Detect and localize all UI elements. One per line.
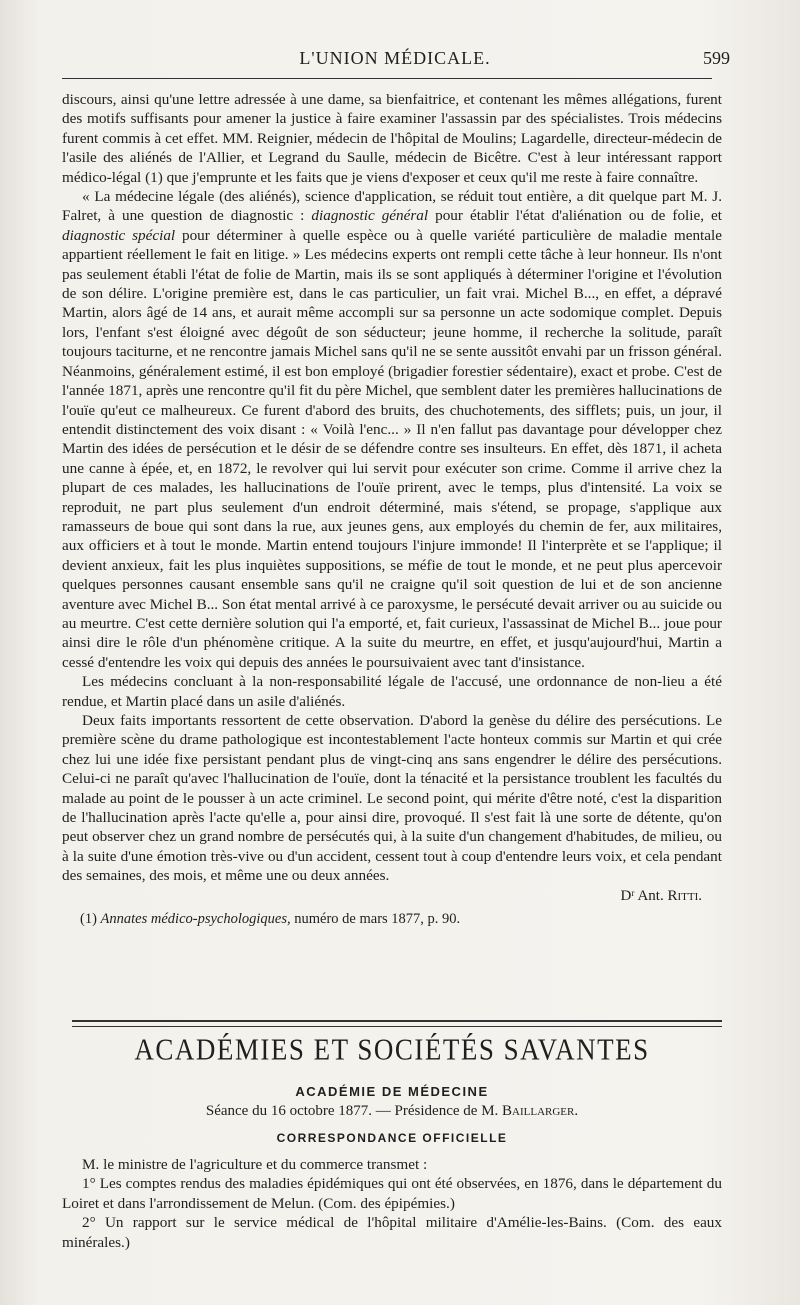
section-title: ACADÉMIES ET SOCIÉTÉS SAVANTES — [134, 1031, 650, 1067]
session-date: Séance du 16 octobre 1877. — Présidence de M. — [205, 1103, 503, 1119]
running-title: L'UNION MÉDICALE. — [299, 48, 491, 68]
subheading: CORRESPONDANCE OFFICIELLE — [276, 1131, 508, 1145]
paragraph: 2° Un rapport sur le service médical de l'hôpital militaire d'Amélie-les-Bains. (Com. des eaux minérales.) — [62, 1214, 722, 1251]
page-number: 599 — [703, 48, 730, 68]
session-line — [62, 1103, 722, 1120]
article-body — [62, 90, 722, 929]
signature-name: Ritti. — [667, 887, 702, 904]
footnote-text: numéro de mars 1877, p. 90. — [290, 911, 461, 928]
footnote-marker: (1) — [80, 911, 101, 928]
text-run: pour déterminer à quelle espèce ou à quelle variété particulière de maladie mentale appartient réellement le fait en litige. » Les médecins experts ont rempli cette tâche à leur honneur. Ils n'ont pas seulement établi l'état de folie de Martin, mais ils se sont appliqués à déterminer l'origine et l'évolution de son délire. L'origine première est, dans le cas particulier, un fait vrai. Michel B..., en effet, a dépravé Martin, alors âgé de 14 ans, et aurait même accompli sur sa personne un acte sodomique complet. Depuis lors, l'enfant s'est éloigné avec dégoût de son séducteur; jeune homme, il recherche la solitude, paraît toujours taciturne, et ne rencontre jamais Michel sans qu'il ne se sente aussitôt envahi par un frisson général. Néanmoins, généralement estimé, il est bon employé (brigadier forestier sédentaire), exact et probe. C'est de l'année 1871, après une rencontre qu'il fit du père Michel, que semblent dater les premières hallucinations de l'ouïe qu'eut ce malheureux. Ce furent d'abord des bruits, des chuchotements, des sifflets; puis, un jour, il entendit distinctement des voix disant : « Voilà l'enc... » Il n'en fallut pas davantage pour développer chez Martin des idées de persécution et le désir de se défendre contre ses insulteurs. En effet, dès 1871, il acheta une canne à épée, et, en 1872, le revolver qui lui servit pour exécuter son crime. Comme il arrive chez la plupart de ces malades, les hallucinations de l'ouïe prirent, avec le temps, plus d'intensité. La voix se reproduit, ne part plus seulement d'un endroit déterminé, mais s'étend, se propage, s'applique aux ramasseurs de boue qui sont dans la rue, aux jeunes gens, aux employés du chemin de fer, aux militaires, aux officiers et à tout le monde. Martin entend toujours l'injure immonde! Il l'interprète et se l'applique; il devient anxieux, fait les plus inquiètes suppositions, se méfie de tout le monde, et ne peut plus apercevoir quelques personnes causant ensemble sans qu'il ne craigne qu'il soit question de lui et de son ancienne aventure avec Michel B... Son état mental arrivé à ce paroxysme, le persécuté devait arriver ou au suicide ou au meurtre. C'est cette dernière solution qui l'a emporté, et, fait curieux, l'assassinat de Michel B... joue pour ainsi dire le rôle d'un phénomène critique. A la suite du meurtre, en effet, et jusqu'aujourd'hui, Martin a cessé d'entendre les voix qui depuis des années le poursuivaient avec tant d'insistance. — [62, 226, 722, 671]
paragraph: 1° Les comptes rendus des maladies épidémiques qui ont été observées, en 1876, dans le département du Loiret et dans l'arrondissement de Melun. (Com. des épipémies.) — [62, 1175, 722, 1212]
italic-term: diagnostic spécial — [62, 226, 176, 244]
section-divider — [72, 1020, 722, 1027]
text-run: « La médecine légale (des aliénés), science d'application, se réduit tout entière, a dit quelque part M. J. Falret, à une question de diagnostic : — [62, 188, 722, 225]
footnote — [80, 910, 722, 929]
correspondence-body — [62, 1155, 722, 1252]
paragraph: Les médecins concluant à la non-responsabilité légale de l'accusé, une ordonnance de non-lieu a été rendue, et Martin placé dans un asile d'aliénés. — [62, 673, 722, 710]
author-signature — [62, 887, 702, 906]
paragraph — [62, 187, 722, 672]
text-run: pour établir l'état d'aliénation ou de folie, et — [428, 207, 722, 225]
header-rule — [62, 78, 712, 79]
italic-term: diagnostic général — [311, 207, 429, 225]
signature-prefix: Dʳ Ant. — [620, 887, 668, 904]
paragraph: Deux faits importants ressortent de cette observation. D'abord la genèse du délire des persécutions. Le première scène du drame pathologique est incontestablement l'acte honteux commis sur Martin et qui crée chez lui une idée fixe persistant pendant plus de vingt-cinq ans sans engendrer le délire des persécutions. Celui-ci ne paraît qu'avec l'hallucination de l'ouïe, dont la ténacité et la persistance troublent les facultés du malade au point de le pousser à un acte criminel. Le second point, qui mérite d'être noté, c'est la disparition de l'hallucination après l'acte qu'elle a, pour ainsi dire, provoqué. Il s'est fait là une sorte de détente, qu'on peut observer chez un grand nombre de persécutés qui, à la suite d'un changement d'habitudes, de milieu, ou à la suite d'une émotion très-vive ou d'un accident, cessent tout à coup d'entendre leurs voix, et cela pendant des semaines, des mois, et même une ou deux années. — [62, 712, 722, 885]
page-header — [60, 48, 730, 72]
academy-heading: ACADÉMIE DE MÉDECINE — [295, 1084, 489, 1099]
footnote-journal: Annates médico-psychologiques, — [100, 911, 291, 928]
session-president: Baillarger. — [502, 1103, 579, 1119]
paragraph: discours, ainsi qu'une lettre adressée à une dame, sa bienfaitrice, et contenant les mêmes allégations, furent des motifs suffisants pour amener la justice à faire examiner l'assassin par des spécialistes. Trois médecins furent commis à cet effet. MM. Reignier, médecin de l'hôpital de Moulins; Lagardelle, directeur-médecin de l'asile des aliénés de l'Allier, et Legrand du Saulle, médecin de Bicêtre. C'est à leur intéressant rapport médico-légal (1) que j'emprunte et les faits que je viens d'exposer et ceux qu'il me reste à faire connaître. — [62, 91, 722, 186]
paragraph: M. le ministre de l'agriculture et du commerce transmet : — [82, 1156, 428, 1173]
